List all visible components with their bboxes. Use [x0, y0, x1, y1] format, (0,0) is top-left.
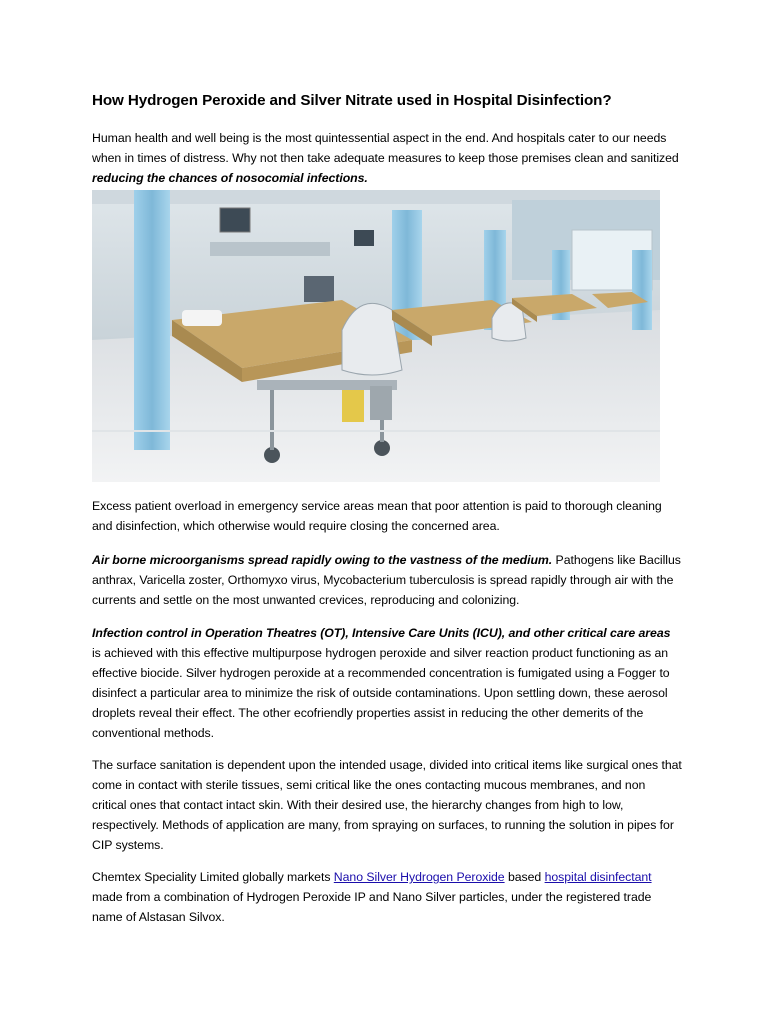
airborne-text: Pathogens like Bacillus anthrax, Varicella zoster, Orthomyxo virus, Mycobacterium tuberculosis is spread rapidly through air with the currents and settle on the most unwanted crevices, reproducing and colonizing.	[92, 553, 681, 607]
chemtex-text-middle: based	[504, 870, 545, 884]
chemtex-text-after: made from a combination of Hydrogen Peroxide IP and Nano Silver particles, under the registered trade name of Alstasan Silvox.	[92, 890, 652, 924]
link-nano-silver-hydrogen-peroxide[interactable]: Nano Silver Hydrogen Peroxide	[333, 870, 505, 884]
paragraph-airborne	[92, 550, 682, 610]
paragraph-chemtex	[92, 867, 682, 927]
paragraph-surface-sanitation: The surface sanitation is dependent upon the intended usage, divided into critical items like surgical ones that come in contact with sterile tissues, semi critical like the ones contacting mucous membranes, and non critical ones that contact intact skin. With their desired use, the hierarchy changes from high to low, respectively. Methods of application are many, from spraying on surfaces, to running the solution in pipes for CIP systems.	[92, 758, 682, 852]
paragraph-overload: Excess patient overload in emergency service areas mean that poor attention is paid to thorough cleaning and disinfection, which otherwise would require closing the concerned area.	[92, 499, 662, 533]
intro-emphasis: reducing the chances of nosocomial infections.	[92, 171, 368, 185]
airborne-emphasis: Air borne microorganisms spread rapidly owing to the vastness of the medium.	[92, 553, 553, 567]
article-title: How Hydrogen Peroxide and Silver Nitrate used in Hospital Disinfection?	[92, 92, 612, 109]
infection-control-emphasis: Infection control in Operation Theatres (OT), Intensive Care Units (ICU), and other critical care areas	[92, 626, 671, 640]
paragraph-infection-control	[92, 623, 682, 743]
hospital-ward-photo	[92, 190, 660, 482]
chemtex-text-before: Chemtex Speciality Limited globally markets	[92, 870, 334, 884]
link-hospital-disinfectant[interactable]: hospital disinfectant	[544, 870, 652, 884]
paragraph-intro	[92, 128, 682, 188]
infection-control-text: is achieved with this effective multipurpose hydrogen peroxide and silver reaction product functioning as an effective biocide. Silver hydrogen peroxide at a recommended concentration is fumigated using a Fogger to disinfect a particular area to minimize the risk of outside contaminations. Upon settling down, these aerosol droplets reveal their effect. The other ecofriendly properties assist in reducing the other demerits of the conventional methods.	[92, 646, 670, 740]
intro-text: Human health and well being is the most quintessential aspect in the end. And hospitals cater to our needs when in times of distress. Why not then take adequate measures to keep those premises clean and sanitized	[92, 131, 679, 165]
